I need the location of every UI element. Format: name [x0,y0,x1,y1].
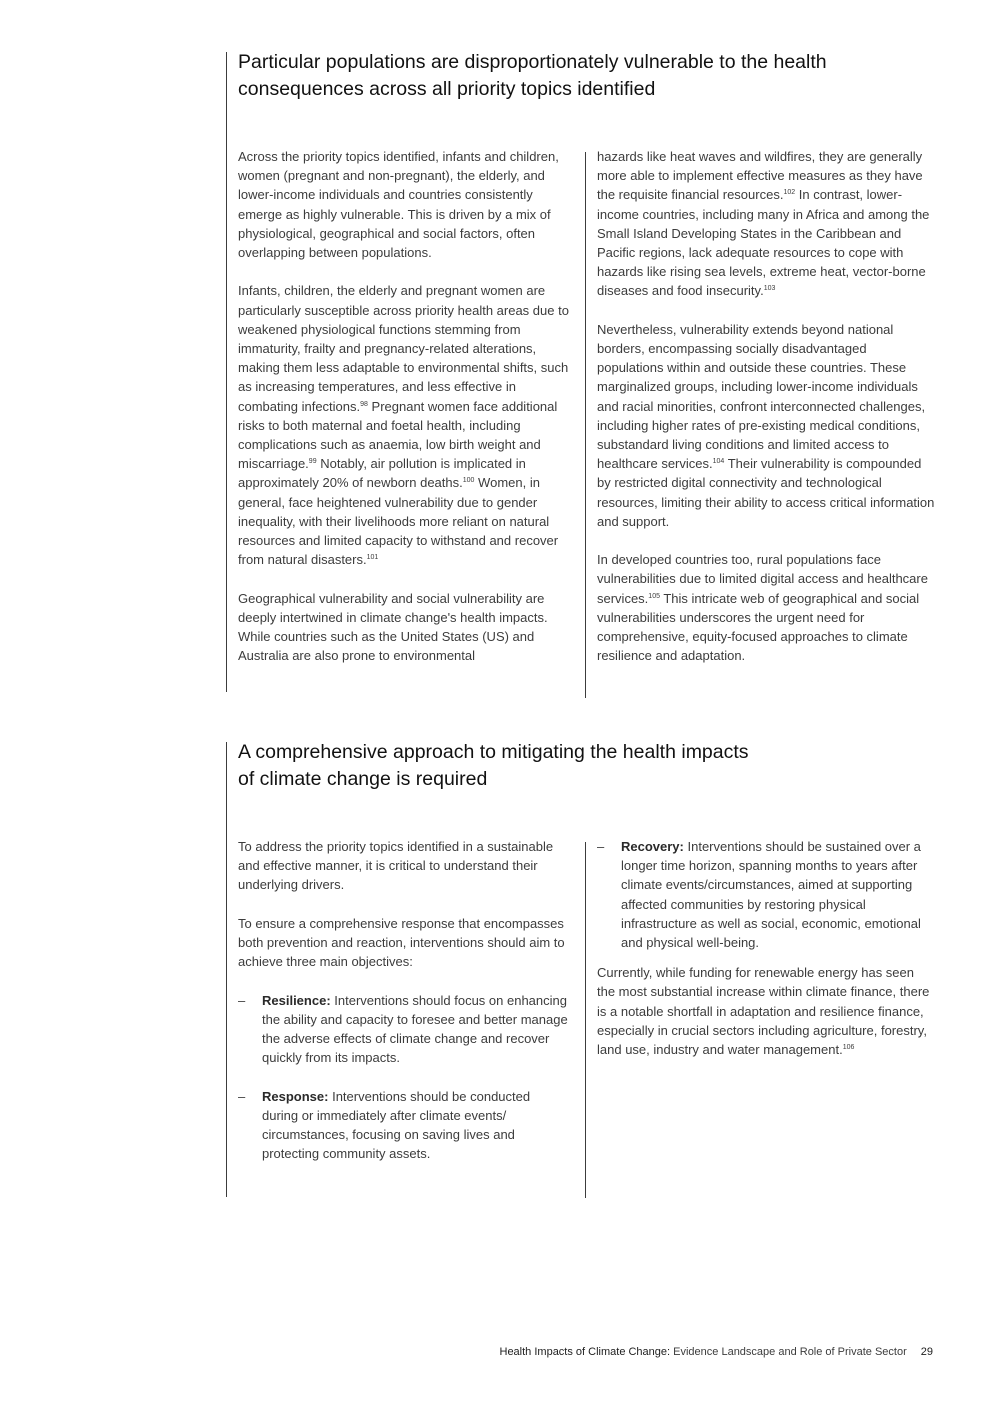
paragraph: Infants, children, the elderly and pregnant women are particularly susceptible across priority health areas due to weakened physiological functions stemming from immaturity, frailty and pregnancy-related alterations, making them less adaptable to environmental shifts, such as increasing temperatures, and less effective in combating infections.$^{98}$ Pregnant women face additional risks to both maternal and foetal health, including complications such as anaemia, low birth weight and miscarriage.$^{99}$ Notably, air pollution is implicated in approximately 20% of newborn deaths.$^{100}$ Women, in general, face heightened vulnerability due to gender inequality, with their livelihoods more reliant on natural resources and limited capacity to withstand and recover from natural disasters.$^{101}$ [238,283,569,568]
dash-bullet: – [238,1088,246,1104]
section1-heading-line2: consequences across all priority topics identified [238,77,656,100]
paragraph: Geographical vulnerability and social vulnerability are deeply intertwined in climate change's health impacts. While countries such as the United States (US) and Australia are also prone to environmental [238,590,548,664]
section1-heading-line1: Particular populations are disproportionately vulnerable to the health [238,51,827,73]
objective-recovery: – Recovery: Interventions should be sustained over a longer time horizon, spanning months to years after climate events/circumstances, aimed at supporting affected communities by restoring physical infrastructure as well as social, economic, emotional and physical well-being. [597,839,921,951]
objective-response: – Response: Interventions should be conducted during or immediately after climate events/ circumstances, focusing on saving lives and protecting community assets. [238,1088,531,1162]
footnote-ref: 101 [366,554,379,562]
footnote-ref: 105 [648,592,660,600]
section2-heading-line1: A comprehensive approach to mitigating the health impacts [238,741,749,763]
paragraph: In developed countries too, rural populations face vulnerabilities due to limited digital access and healthcare services.$^{105}$ This intricate web of geographical and social vulnerabilities underscores the urgent need for comprehensive, equity-focused approaches to climate resilience and adaptation. [597,552,928,664]
footnote-ref: 106 [842,1044,855,1052]
section1-margin-rule [226,52,227,692]
dash-bullet: – [238,992,246,1008]
footnote-ref: 102 [783,189,796,197]
section2-column-divider [585,842,586,1198]
section2-right-column [597,837,935,1059]
page-footer [500,1346,934,1358]
section1-column-divider [585,152,586,698]
footer-title-rest: Evidence Landscape and Role of Private Sector [670,1346,907,1358]
footer-title-bold: Health Impacts of Climate Change: [499,1346,671,1358]
footnote-ref: 100 [462,477,475,485]
footnote-ref: 99 [308,458,317,466]
bullet-label: Recovery: [621,839,684,854]
paragraph: To address the priority topics identified in a sustainable and effective manner, it is critical to understand their underlying drivers. [238,839,554,893]
section1-right-column [597,147,935,665]
paragraph: Nevertheless, vulnerability extends beyond national borders, encompassing socially disadvantaged populations within and outside these countries. These marginalized groups, including lower-income individuals and racial minorities, confront interconnected challenges, including higher rates of pre-existing medical conditions, substandard living conditions and limited access to healthcare services.$^{104}$ Their vulnerability is compounded by restricted digital connectivity and technological resources, limiting their ability to access critical information and support. [597,321,935,529]
footnote-ref: 98 [360,400,368,408]
objective-resilience: – Resilience: Interventions should focus on enhancing the ability and capacity to foresee and better manage the adverse effects of climate change and recover quickly from its impacts. [238,992,568,1066]
section2-margin-rule [226,742,227,1197]
section1-heading [238,49,827,102]
bullet-label: Resilience: [262,992,331,1008]
dash-bullet: – [597,839,605,854]
section1-left-column [238,147,576,665]
paragraph: Currently, while funding for renewable energy has seen the most substantial increase within climate finance, there is a notable shortfall in adaptation and resilience finance, especially in crucial sectors including agriculture, forestry, land use, industry and water management.$^{106}$ [597,965,930,1058]
section2-heading-line2: of climate change is required [238,767,488,790]
section2-left-column [238,837,568,1163]
bullet-label: Response: [262,1088,329,1104]
footnote-ref: 104 [712,458,725,466]
paragraph: To ensure a comprehensive response that encompasses both prevention and reaction, interventions should aim to achieve three main objectives: [238,915,565,970]
footnote-ref: 103 [763,285,776,293]
section2-heading [238,739,749,792]
page-number: 29 [920,1346,933,1358]
paragraph: Across the priority topics identified, infants and children, women (pregnant and non-pregnant), the elderly, and lower-income individuals and countries consistently emerge as highly vulnerable. This is driven by a mix of physiological, geographical and social factors, often overlapping between populations. [238,149,559,261]
paragraph: hazards like heat waves and wildfires, they are generally more able to implement effective measures as they have the requisite financial resources.$^{102}$ In contrast, lower-income countries, including many in Africa and among the Small Island Developing States in the Caribbean and Pacific regions, lack adequate resources to cope with hazards like rising sea levels, extreme heat, vector-borne diseases and food insecurity.$^{103}$ [597,149,930,299]
